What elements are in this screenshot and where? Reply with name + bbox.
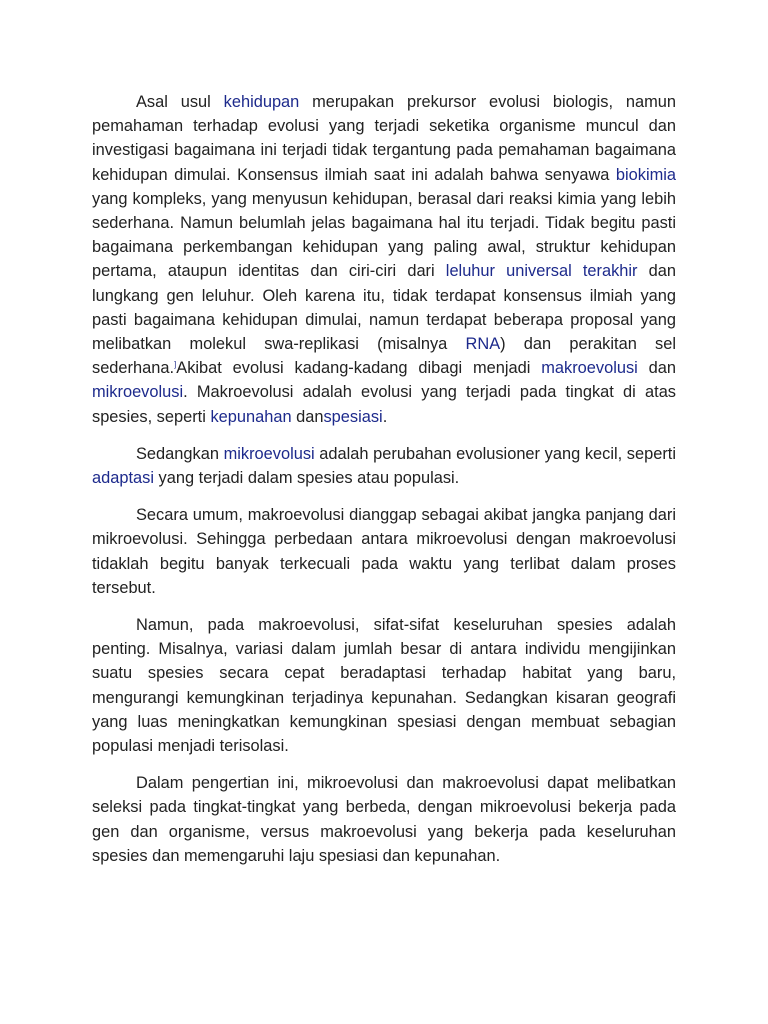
inline-link[interactable]: RNA [465, 335, 501, 354]
paragraph-2 [92, 442, 676, 490]
body-text: adalah perubahan evolusioner yang kecil, seperti [314, 444, 676, 463]
inline-link[interactable]: mikroevolusi [223, 444, 315, 463]
inline-link[interactable]: mikroevolusi [92, 383, 184, 402]
reference-link[interactable]: ] [174, 360, 177, 370]
paragraph-5 [92, 771, 676, 868]
body-text: Secara umum, makroevolusi dianggap sebagai akibat jangka panjang dari mikroevolusi. Sehingga perbedaan antara mikroevolusi dengan makroevolusi tidaklah begitu banyak terkecuali pada waktu yang terlibat dalam proses tersebut. [92, 506, 676, 597]
paragraph-4 [92, 613, 676, 758]
body-text: merupakan prekursor evolusi biologis, namun pemahaman terhadap evolusi yang terjadi seketika organisme muncul dan investigasi bagaimana ini terjadi tidak tergantung pada pemahaman bagaimana kehidupan dimulai. Konsensus ilmiah saat ini adalah bahwa senyawa [92, 93, 676, 184]
body-text: yang kompleks, yang menyusun kehidupan, berasal dari reaksi kimia yang lebih sederhana. Namun belumlah jelas bagaimana hal itu terjadi. Tidak begitu pasti bagaimana perkembangan kehidupan yang paling awal, struktur kehidupan pertama, ataupun identitas dan ciri-ciri dari [92, 189, 676, 281]
body-text: Dalam pengertian ini, mikroevolusi dan makroevolusi dapat melibatkan seleksi pada tingkat-tingkat yang berbeda, dengan mikroevolusi bekerja pada gen dan organisme, versus makroevolusi yang bekerja pada keseluruhan spesies dan memengaruhi laju spesiasi dan kepunahan. [92, 774, 676, 865]
inline-link[interactable]: biokimia [615, 165, 676, 184]
body-text: Sedangkan [136, 444, 224, 463]
inline-link[interactable]: adaptasi [92, 469, 154, 488]
body-text: dan lungkang gen leluhur. Oleh karena itu, tidak terdapat konsensus ilmiah yang pasti bagaimana kehidupan dimulai, namun terdapat beberapa proposal yang melibatkan molekul swa-replikasi (misalnya [92, 262, 677, 354]
body-text: yang terjadi dalam spesies atau populasi. [153, 469, 460, 488]
body-text: Akibat evolusi kadang-kadang dibagi menjadi [176, 359, 542, 378]
body-text: dan [291, 407, 324, 426]
body-text: Asal usul [136, 93, 224, 111]
body-text: . Makroevolusi adalah evolusi yang terjadi pada tingkat di atas spesies, seperti [92, 383, 676, 426]
inline-link[interactable]: kehidupan [223, 93, 300, 111]
body-text: ) dan perakitan sel sederhana. [92, 335, 676, 378]
body-text: Namun, pada makroevolusi, sifat-sifat keseluruhan spesies adalah penting. Misalnya, variasi dalam jumlah besar di antara individu mengijinkan suatu spesies secara cepat beradaptasi terhadap habitat yang baru, mengurangi kemungkinan terjadinya kepunahan. Sedangkan kisaran geografi yang luas meningkatkan kemungkinan spesiasi dengan membuat sebagian populasi menjadi terisolasi. [92, 616, 676, 756]
inline-link[interactable]: leluhur universal terakhir [445, 262, 638, 281]
paragraph-1 [92, 90, 676, 429]
body-text: dan [637, 359, 676, 378]
inline-link[interactable]: spesiasi [323, 407, 383, 426]
inline-link[interactable]: kepunahan [210, 407, 292, 426]
paragraph-3 [92, 503, 676, 600]
inline-link[interactable]: makroevolusi [541, 359, 638, 378]
body-text: . [382, 407, 388, 426]
